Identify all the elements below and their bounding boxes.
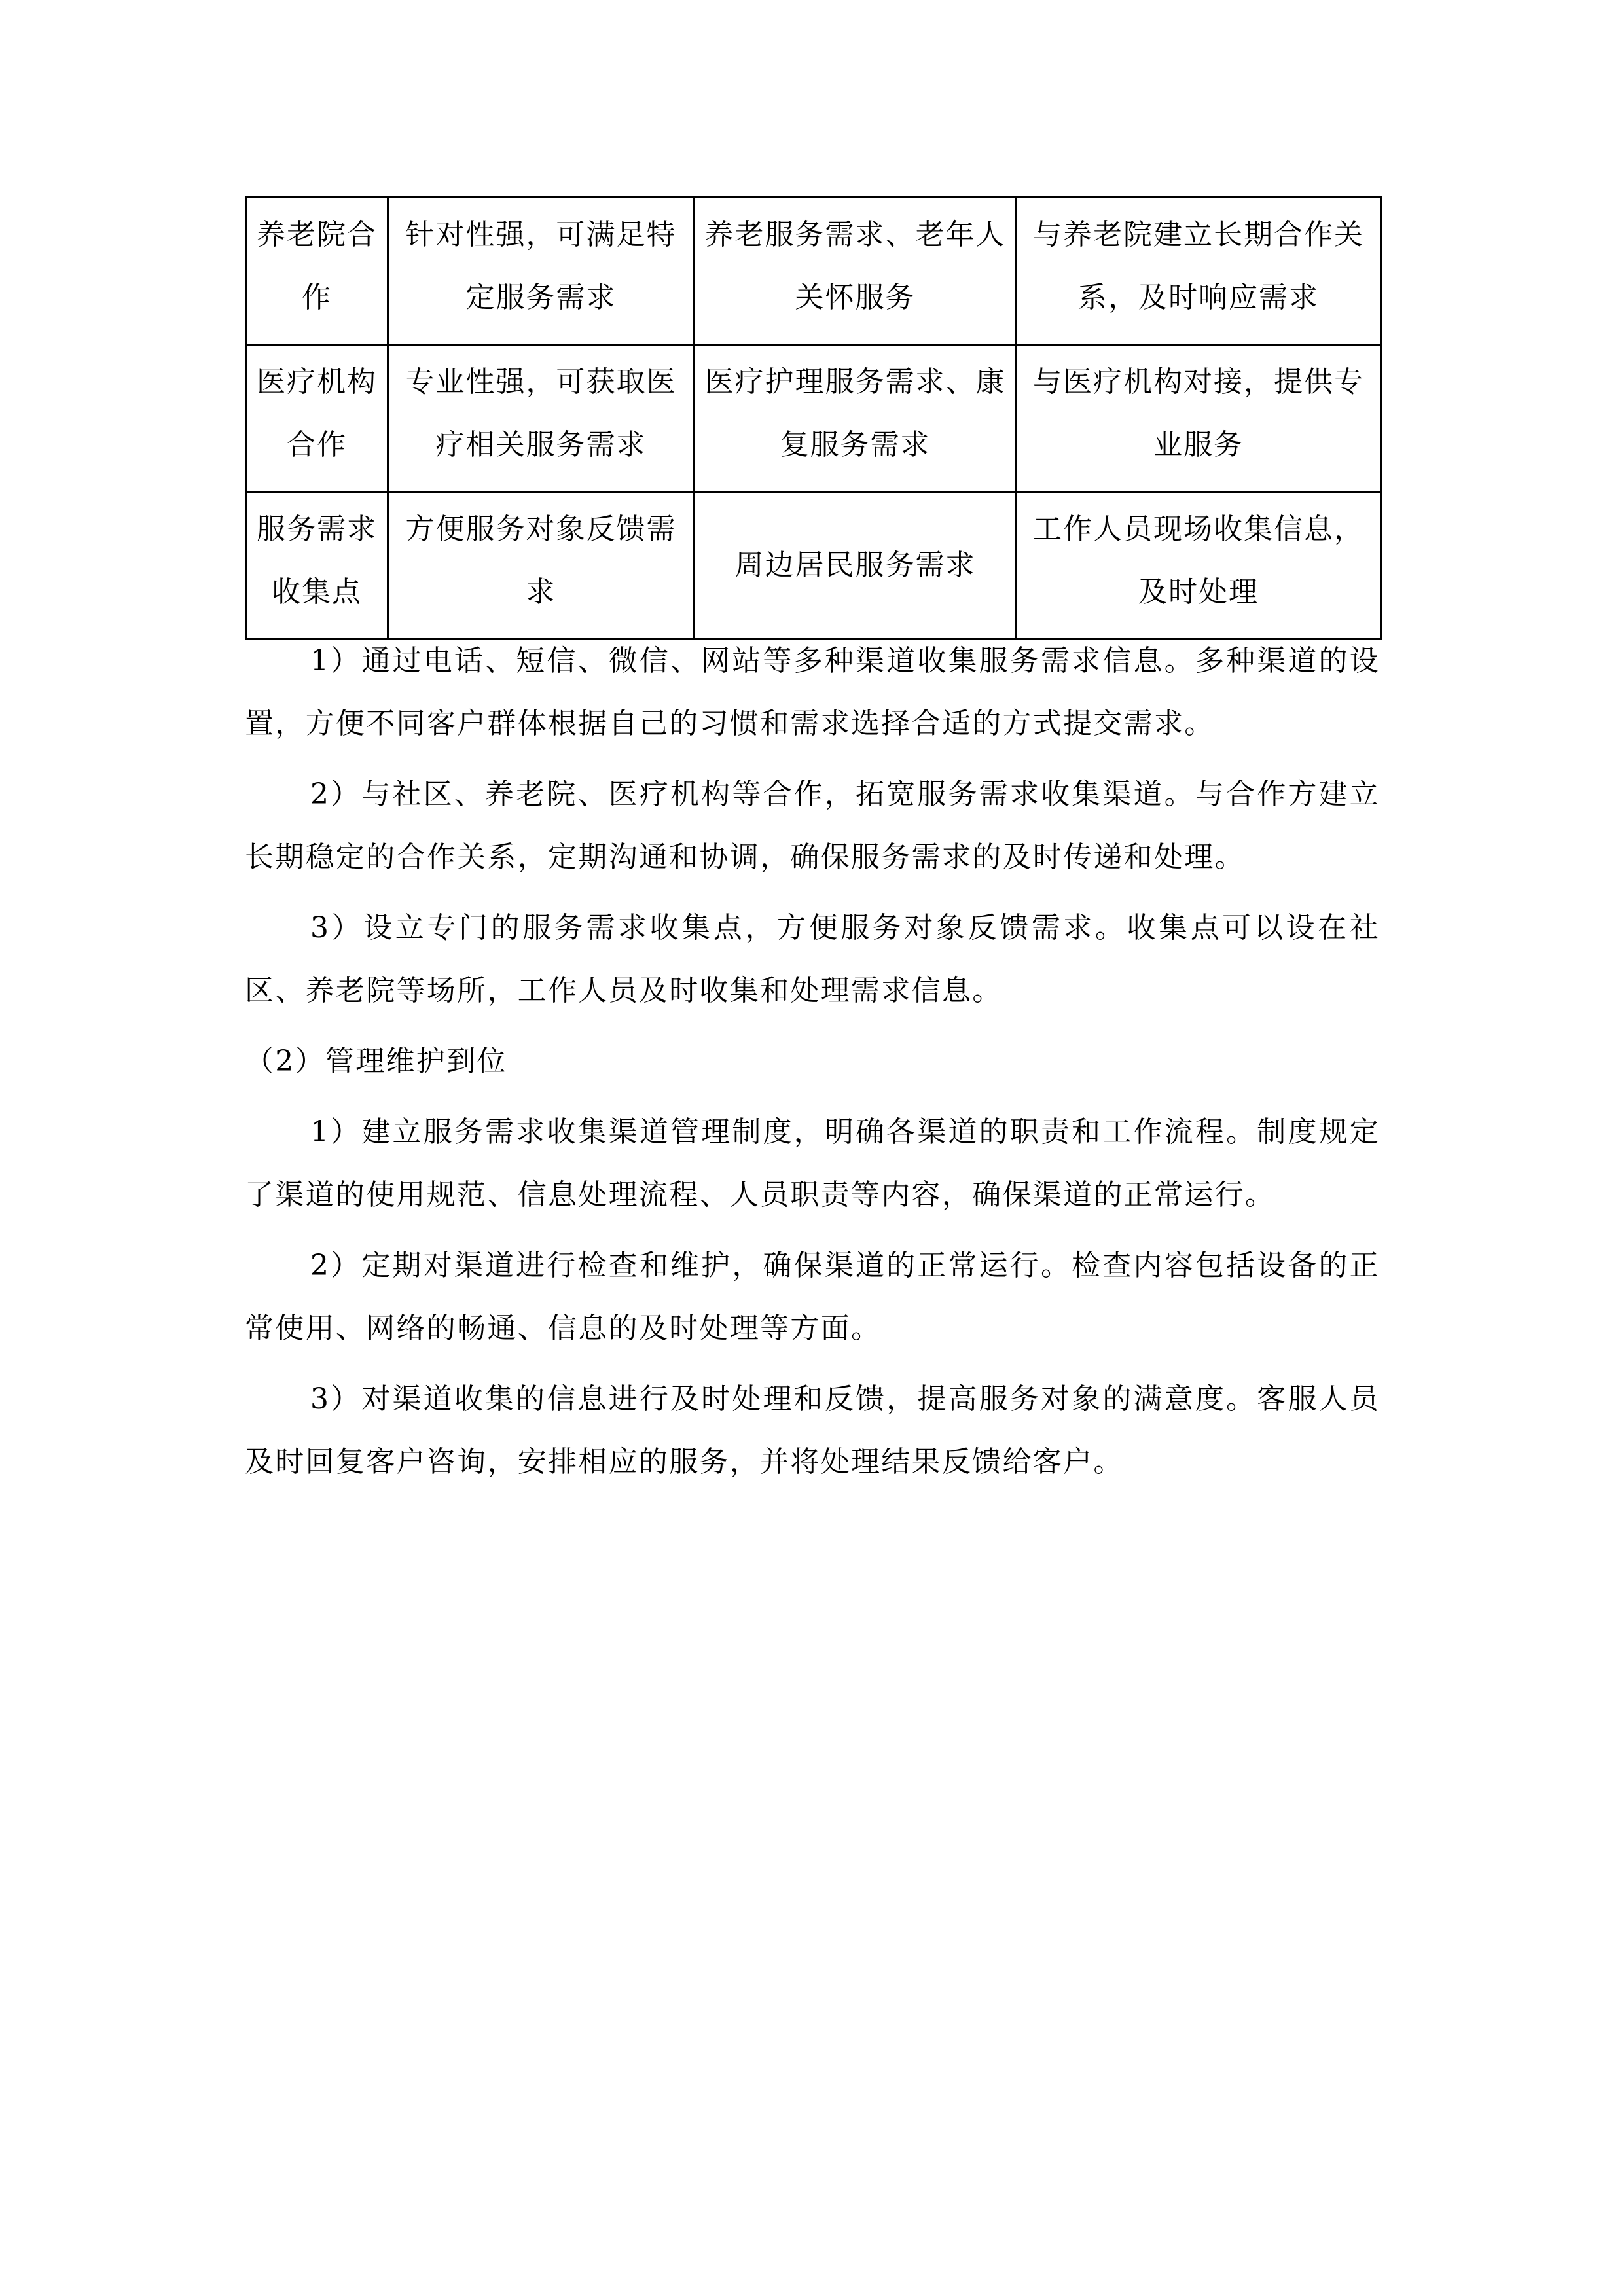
body-text: [245, 630, 1380, 1501]
table-row: [246, 345, 1381, 492]
table-cell-channel: 服务需求收集点: [246, 492, 388, 639]
table-row: [246, 198, 1381, 345]
service-channel-table: [245, 196, 1382, 640]
paragraph-item: 1）通过电话、短信、微信、网站等多种渠道收集服务需求信息。多种渠道的设置，方便不同客户群体根据自己的习惯和需求选择合适的方式提交需求。: [245, 644, 1380, 740]
table-cell-channel: 医疗机构合作: [246, 345, 388, 492]
paragraph-item: 1）建立服务需求收集渠道管理制度，明确各渠道的职责和工作流程。制度规定了渠道的使用规范、信息处理流程、人员职责等内容，确保渠道的正常运行。: [245, 1115, 1380, 1211]
table-cell-feature: 专业性强，可获取医疗相关服务需求: [388, 345, 695, 492]
table-cell-method: 与养老院建立长期合作关系，及时响应需求: [1017, 198, 1381, 345]
table-cell-feature: 方便服务对象反馈需求: [388, 492, 695, 639]
table-cell-method: 与医疗机构对接，提供专业服务: [1017, 345, 1381, 492]
table-cell-demand-type: 养老服务需求、老年人关怀服务: [695, 198, 1017, 345]
paragraph-item: 3）设立专门的服务需求收集点，方便服务对象反馈需求。收集点可以设在社区、养老院等场所，工作人员及时收集和处理需求信息。: [245, 911, 1380, 1007]
paragraph-item: 2）定期对渠道进行检查和维护，确保渠道的正常运行。检查内容包括设备的正常使用、网络的畅通、信息的及时处理等方面。: [245, 1249, 1380, 1345]
section-heading: （2）管理维护到位: [245, 1045, 507, 1078]
table-cell-demand-type: 周边居民服务需求: [695, 492, 1017, 639]
paragraph-item: 3）对渠道收集的信息进行及时处理和反馈，提高服务对象的满意度。客服人员及时回复客户咨询，安排相应的服务，并将处理结果反馈给客户。: [245, 1382, 1380, 1479]
table-cell-channel: 养老院合作: [246, 198, 388, 345]
paragraph-item: 2）与社区、养老院、医疗机构等合作，拓宽服务需求收集渠道。与合作方建立长期稳定的合作关系，定期沟通和协调，确保服务需求的及时传递和处理。: [245, 778, 1380, 874]
table-cell-method: 工作人员现场收集信息，及时处理: [1017, 492, 1381, 639]
table-row: [246, 492, 1381, 639]
table-cell-demand-type: 医疗护理服务需求、康复服务需求: [695, 345, 1017, 492]
table-cell-feature: 针对性强，可满足特定服务需求: [388, 198, 695, 345]
